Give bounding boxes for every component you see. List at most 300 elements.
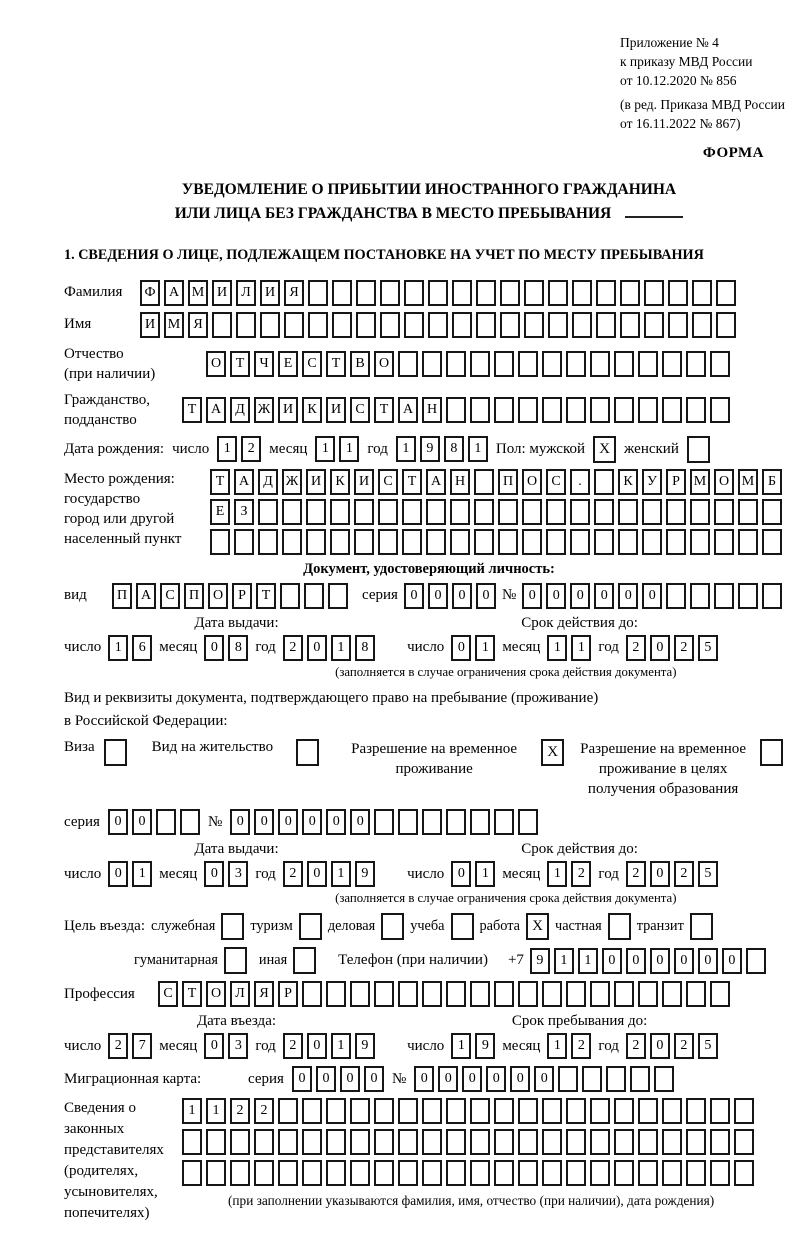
char-cell[interactable]: 2 [674,861,694,887]
char-cell[interactable]: 0 [350,809,370,835]
char-cell[interactable]: 3 [228,1033,248,1059]
char-cell[interactable] [476,280,496,306]
char-cell[interactable]: Н [450,469,470,495]
char-cell[interactable]: 1 [396,436,416,462]
char-cell[interactable] [638,1160,658,1186]
char-cell[interactable]: 0 [698,948,718,974]
char-cell[interactable] [662,1098,682,1124]
char-cell[interactable] [356,312,376,338]
purpose-study-checkbox[interactable] [451,913,474,940]
char-cell[interactable]: 0 [452,583,472,609]
char-cell[interactable]: 9 [475,1033,495,1059]
char-cell[interactable] [644,280,664,306]
char-cell[interactable]: 0 [307,1033,327,1059]
char-cell[interactable] [558,1066,578,1092]
char-cell[interactable]: 0 [722,948,742,974]
purpose-humanitarian-checkbox[interactable] [224,947,247,974]
char-cell[interactable] [710,981,730,1007]
char-cell[interactable] [398,1160,418,1186]
char-cell[interactable] [470,1129,490,1155]
char-cell[interactable]: 2 [241,436,261,462]
char-cell[interactable]: 0 [486,1066,506,1092]
char-cell[interactable]: 2 [283,1033,303,1059]
char-cell[interactable] [662,397,682,423]
char-cell[interactable]: 0 [451,635,471,661]
char-cell[interactable] [326,981,346,1007]
char-cell[interactable]: 1 [217,436,237,462]
char-cell[interactable] [494,809,514,835]
temp-residence-checkbox[interactable]: X [541,739,564,766]
char-cell[interactable]: 0 [626,948,646,974]
char-cell[interactable] [474,469,494,495]
char-cell[interactable] [630,1066,650,1092]
char-cell[interactable] [710,351,730,377]
char-cell[interactable]: 8 [444,436,464,462]
char-cell[interactable]: Л [236,280,256,306]
char-cell[interactable]: 0 [340,1066,360,1092]
char-cell[interactable]: 1 [206,1098,226,1124]
char-cell[interactable] [452,280,472,306]
char-cell[interactable] [566,397,586,423]
female-checkbox[interactable] [687,436,710,463]
char-cell[interactable]: 1 [331,635,351,661]
char-cell[interactable]: 0 [108,861,128,887]
char-cell[interactable] [644,312,664,338]
char-cell[interactable]: 8 [355,635,375,661]
char-cell[interactable] [620,312,640,338]
char-cell[interactable]: 0 [326,809,346,835]
char-cell[interactable] [326,1160,346,1186]
char-cell[interactable] [356,280,376,306]
char-cell[interactable]: 0 [570,583,590,609]
char-cell[interactable] [738,499,758,525]
char-cell[interactable] [524,312,544,338]
char-cell[interactable]: 0 [364,1066,384,1092]
char-cell[interactable] [594,499,614,525]
char-cell[interactable]: С [158,981,178,1007]
char-cell[interactable] [378,529,398,555]
char-cell[interactable] [500,280,520,306]
char-cell[interactable] [326,1129,346,1155]
char-cell[interactable]: Е [210,499,230,525]
char-cell[interactable] [638,397,658,423]
char-cell[interactable]: 0 [414,1066,434,1092]
char-cell[interactable] [446,1098,466,1124]
char-cell[interactable] [522,499,542,525]
char-cell[interactable] [254,1160,274,1186]
char-cell[interactable]: Т [230,351,250,377]
char-cell[interactable] [518,397,538,423]
char-cell[interactable] [690,529,710,555]
char-cell[interactable] [302,1129,322,1155]
char-cell[interactable] [428,280,448,306]
char-cell[interactable] [282,529,302,555]
char-cell[interactable]: 1 [315,436,335,462]
char-cell[interactable]: 5 [698,635,718,661]
char-cell[interactable] [260,312,280,338]
char-cell[interactable] [494,1098,514,1124]
char-cell[interactable] [620,280,640,306]
char-cell[interactable] [692,312,712,338]
char-cell[interactable] [278,1160,298,1186]
char-cell[interactable] [404,312,424,338]
char-cell[interactable]: 1 [331,861,351,887]
char-cell[interactable] [494,981,514,1007]
char-cell[interactable]: С [302,351,322,377]
char-cell[interactable] [518,1160,538,1186]
char-cell[interactable]: П [498,469,518,495]
char-cell[interactable] [476,312,496,338]
char-cell[interactable] [182,1129,202,1155]
char-cell[interactable] [714,499,734,525]
char-cell[interactable] [668,312,688,338]
char-cell[interactable]: 0 [428,583,448,609]
char-cell[interactable] [618,499,638,525]
char-cell[interactable] [446,1160,466,1186]
char-cell[interactable]: 0 [476,583,496,609]
char-cell[interactable]: М [188,280,208,306]
char-cell[interactable] [278,1098,298,1124]
char-cell[interactable]: 2 [626,635,646,661]
char-cell[interactable] [306,499,326,525]
char-cell[interactable]: 0 [278,809,298,835]
char-cell[interactable]: В [350,351,370,377]
char-cell[interactable] [326,1098,346,1124]
char-cell[interactable] [518,351,538,377]
char-cell[interactable]: Т [326,351,346,377]
char-cell[interactable] [302,1098,322,1124]
char-cell[interactable]: 1 [475,635,495,661]
char-cell[interactable] [398,809,418,835]
char-cell[interactable]: Т [210,469,230,495]
char-cell[interactable]: 2 [254,1098,274,1124]
char-cell[interactable] [638,1098,658,1124]
char-cell[interactable]: А [136,583,156,609]
char-cell[interactable]: 0 [650,861,670,887]
char-cell[interactable]: И [212,280,232,306]
char-cell[interactable]: 2 [626,861,646,887]
char-cell[interactable] [470,397,490,423]
char-cell[interactable] [350,1129,370,1155]
char-cell[interactable]: 0 [522,583,542,609]
char-cell[interactable] [546,529,566,555]
char-cell[interactable]: А [234,469,254,495]
char-cell[interactable]: Д [230,397,250,423]
char-cell[interactable]: О [714,469,734,495]
char-cell[interactable] [668,280,688,306]
char-cell[interactable] [156,809,176,835]
char-cell[interactable]: 9 [420,436,440,462]
char-cell[interactable]: 9 [530,948,550,974]
char-cell[interactable] [330,499,350,525]
char-cell[interactable] [590,397,610,423]
char-cell[interactable]: Я [254,981,274,1007]
char-cell[interactable] [498,499,518,525]
char-cell[interactable] [606,1066,626,1092]
char-cell[interactable] [474,499,494,525]
char-cell[interactable] [494,351,514,377]
char-cell[interactable] [422,1098,442,1124]
char-cell[interactable]: Ж [282,469,302,495]
char-cell[interactable]: 2 [230,1098,250,1124]
char-cell[interactable]: О [206,981,226,1007]
char-cell[interactable] [236,312,256,338]
char-cell[interactable] [686,1129,706,1155]
char-cell[interactable] [710,397,730,423]
char-cell[interactable] [470,981,490,1007]
char-cell[interactable] [470,809,490,835]
char-cell[interactable] [762,529,782,555]
char-cell[interactable] [614,1160,634,1186]
char-cell[interactable]: О [208,583,228,609]
char-cell[interactable] [518,1098,538,1124]
char-cell[interactable]: 0 [674,948,694,974]
char-cell[interactable]: А [426,469,446,495]
char-cell[interactable] [542,981,562,1007]
char-cell[interactable]: 1 [475,861,495,887]
char-cell[interactable] [762,499,782,525]
char-cell[interactable] [572,312,592,338]
char-cell[interactable] [446,397,466,423]
char-cell[interactable] [308,312,328,338]
char-cell[interactable] [594,469,614,495]
char-cell[interactable]: 0 [204,635,224,661]
char-cell[interactable] [662,1129,682,1155]
char-cell[interactable]: 0 [650,635,670,661]
char-cell[interactable]: И [354,469,374,495]
char-cell[interactable] [350,981,370,1007]
char-cell[interactable] [328,583,348,609]
char-cell[interactable] [500,312,520,338]
char-cell[interactable] [374,1129,394,1155]
char-cell[interactable] [686,397,706,423]
char-cell[interactable] [666,499,686,525]
char-cell[interactable] [714,583,734,609]
char-cell[interactable]: 1 [468,436,488,462]
char-cell[interactable] [638,351,658,377]
char-cell[interactable] [304,583,324,609]
char-cell[interactable] [566,351,586,377]
char-cell[interactable] [518,981,538,1007]
char-cell[interactable]: Я [284,280,304,306]
char-cell[interactable]: . [570,469,590,495]
char-cell[interactable] [398,1098,418,1124]
char-cell[interactable] [374,1160,394,1186]
char-cell[interactable] [452,312,472,338]
char-cell[interactable]: 8 [228,635,248,661]
char-cell[interactable] [662,351,682,377]
char-cell[interactable]: 9 [355,861,375,887]
char-cell[interactable]: П [112,583,132,609]
char-cell[interactable] [428,312,448,338]
char-cell[interactable] [426,529,446,555]
char-cell[interactable]: 0 [204,861,224,887]
char-cell[interactable]: А [398,397,418,423]
char-cell[interactable]: С [546,469,566,495]
char-cell[interactable] [470,1160,490,1186]
char-cell[interactable] [590,981,610,1007]
char-cell[interactable]: Ф [140,280,160,306]
char-cell[interactable]: 0 [108,809,128,835]
char-cell[interactable]: Р [278,981,298,1007]
char-cell[interactable] [402,529,422,555]
char-cell[interactable] [614,1129,634,1155]
char-cell[interactable] [566,1160,586,1186]
char-cell[interactable] [254,1129,274,1155]
char-cell[interactable] [422,1160,442,1186]
char-cell[interactable]: 0 [254,809,274,835]
char-cell[interactable] [258,499,278,525]
char-cell[interactable]: 1 [331,1033,351,1059]
char-cell[interactable]: Д [258,469,278,495]
char-cell[interactable] [642,529,662,555]
male-checkbox[interactable]: X [593,436,616,463]
char-cell[interactable]: Т [182,397,202,423]
char-cell[interactable] [350,1098,370,1124]
char-cell[interactable] [642,499,662,525]
char-cell[interactable] [446,351,466,377]
char-cell[interactable] [206,1160,226,1186]
char-cell[interactable]: 5 [698,861,718,887]
char-cell[interactable] [422,981,442,1007]
char-cell[interactable] [734,1160,754,1186]
char-cell[interactable]: 0 [132,809,152,835]
char-cell[interactable] [494,1160,514,1186]
char-cell[interactable] [230,1129,250,1155]
char-cell[interactable] [738,583,758,609]
char-cell[interactable]: 5 [698,1033,718,1059]
char-cell[interactable] [614,397,634,423]
char-cell[interactable] [710,1129,730,1155]
char-cell[interactable] [374,1098,394,1124]
char-cell[interactable] [710,1098,730,1124]
temp-residence-education-checkbox[interactable] [760,739,783,766]
char-cell[interactable] [614,981,634,1007]
char-cell[interactable]: И [140,312,160,338]
char-cell[interactable]: А [164,280,184,306]
char-cell[interactable] [716,280,736,306]
char-cell[interactable] [446,809,466,835]
char-cell[interactable]: А [206,397,226,423]
char-cell[interactable]: З [234,499,254,525]
char-cell[interactable]: И [260,280,280,306]
char-cell[interactable]: О [374,351,394,377]
char-cell[interactable] [566,981,586,1007]
char-cell[interactable] [180,809,200,835]
char-cell[interactable] [614,351,634,377]
char-cell[interactable] [542,1098,562,1124]
char-cell[interactable]: 2 [571,861,591,887]
char-cell[interactable] [590,1129,610,1155]
char-cell[interactable]: 1 [547,861,567,887]
char-cell[interactable] [212,312,232,338]
char-cell[interactable] [470,1098,490,1124]
char-cell[interactable]: 0 [438,1066,458,1092]
char-cell[interactable]: К [330,469,350,495]
char-cell[interactable] [686,1160,706,1186]
char-cell[interactable] [570,529,590,555]
char-cell[interactable] [398,1129,418,1155]
char-cell[interactable] [716,312,736,338]
char-cell[interactable] [404,280,424,306]
char-cell[interactable] [690,583,710,609]
char-cell[interactable] [308,280,328,306]
char-cell[interactable] [378,499,398,525]
char-cell[interactable]: 1 [571,635,591,661]
purpose-other-checkbox[interactable] [293,947,316,974]
char-cell[interactable] [354,499,374,525]
char-cell[interactable] [572,280,592,306]
char-cell[interactable]: 1 [132,861,152,887]
char-cell[interactable] [234,529,254,555]
char-cell[interactable] [206,1129,226,1155]
char-cell[interactable] [618,529,638,555]
char-cell[interactable]: 0 [302,809,322,835]
char-cell[interactable] [518,809,538,835]
char-cell[interactable] [590,1160,610,1186]
char-cell[interactable] [686,1098,706,1124]
char-cell[interactable]: 0 [594,583,614,609]
char-cell[interactable] [278,1129,298,1155]
char-cell[interactable]: 2 [571,1033,591,1059]
char-cell[interactable] [666,583,686,609]
char-cell[interactable] [692,280,712,306]
purpose-private-checkbox[interactable] [608,913,631,940]
char-cell[interactable]: 2 [108,1033,128,1059]
char-cell[interactable] [596,312,616,338]
char-cell[interactable]: И [326,397,346,423]
purpose-work-checkbox[interactable]: X [526,913,549,940]
char-cell[interactable]: 2 [626,1033,646,1059]
char-cell[interactable] [542,1129,562,1155]
char-cell[interactable] [548,280,568,306]
char-cell[interactable]: И [306,469,326,495]
char-cell[interactable] [422,1129,442,1155]
char-cell[interactable] [446,981,466,1007]
char-cell[interactable]: Н [422,397,442,423]
char-cell[interactable]: Т [182,981,202,1007]
char-cell[interactable]: 1 [451,1033,471,1059]
char-cell[interactable]: Т [402,469,422,495]
char-cell[interactable] [374,809,394,835]
char-cell[interactable]: 1 [547,1033,567,1059]
char-cell[interactable] [548,312,568,338]
char-cell[interactable]: О [206,351,226,377]
char-cell[interactable] [596,280,616,306]
char-cell[interactable] [662,981,682,1007]
char-cell[interactable]: 0 [510,1066,530,1092]
char-cell[interactable]: О [522,469,542,495]
char-cell[interactable] [662,1160,682,1186]
char-cell[interactable]: 7 [132,1033,152,1059]
char-cell[interactable]: 0 [642,583,662,609]
char-cell[interactable]: 2 [283,635,303,661]
char-cell[interactable] [638,981,658,1007]
char-cell[interactable] [280,583,300,609]
char-cell[interactable] [474,529,494,555]
char-cell[interactable] [374,981,394,1007]
char-cell[interactable] [182,1160,202,1186]
char-cell[interactable] [302,1160,322,1186]
char-cell[interactable] [522,529,542,555]
char-cell[interactable] [306,529,326,555]
char-cell[interactable]: 1 [547,635,567,661]
char-cell[interactable] [494,1129,514,1155]
char-cell[interactable]: Л [230,981,250,1007]
purpose-transit-checkbox[interactable] [690,913,713,940]
char-cell[interactable]: 0 [650,1033,670,1059]
char-cell[interactable] [542,397,562,423]
